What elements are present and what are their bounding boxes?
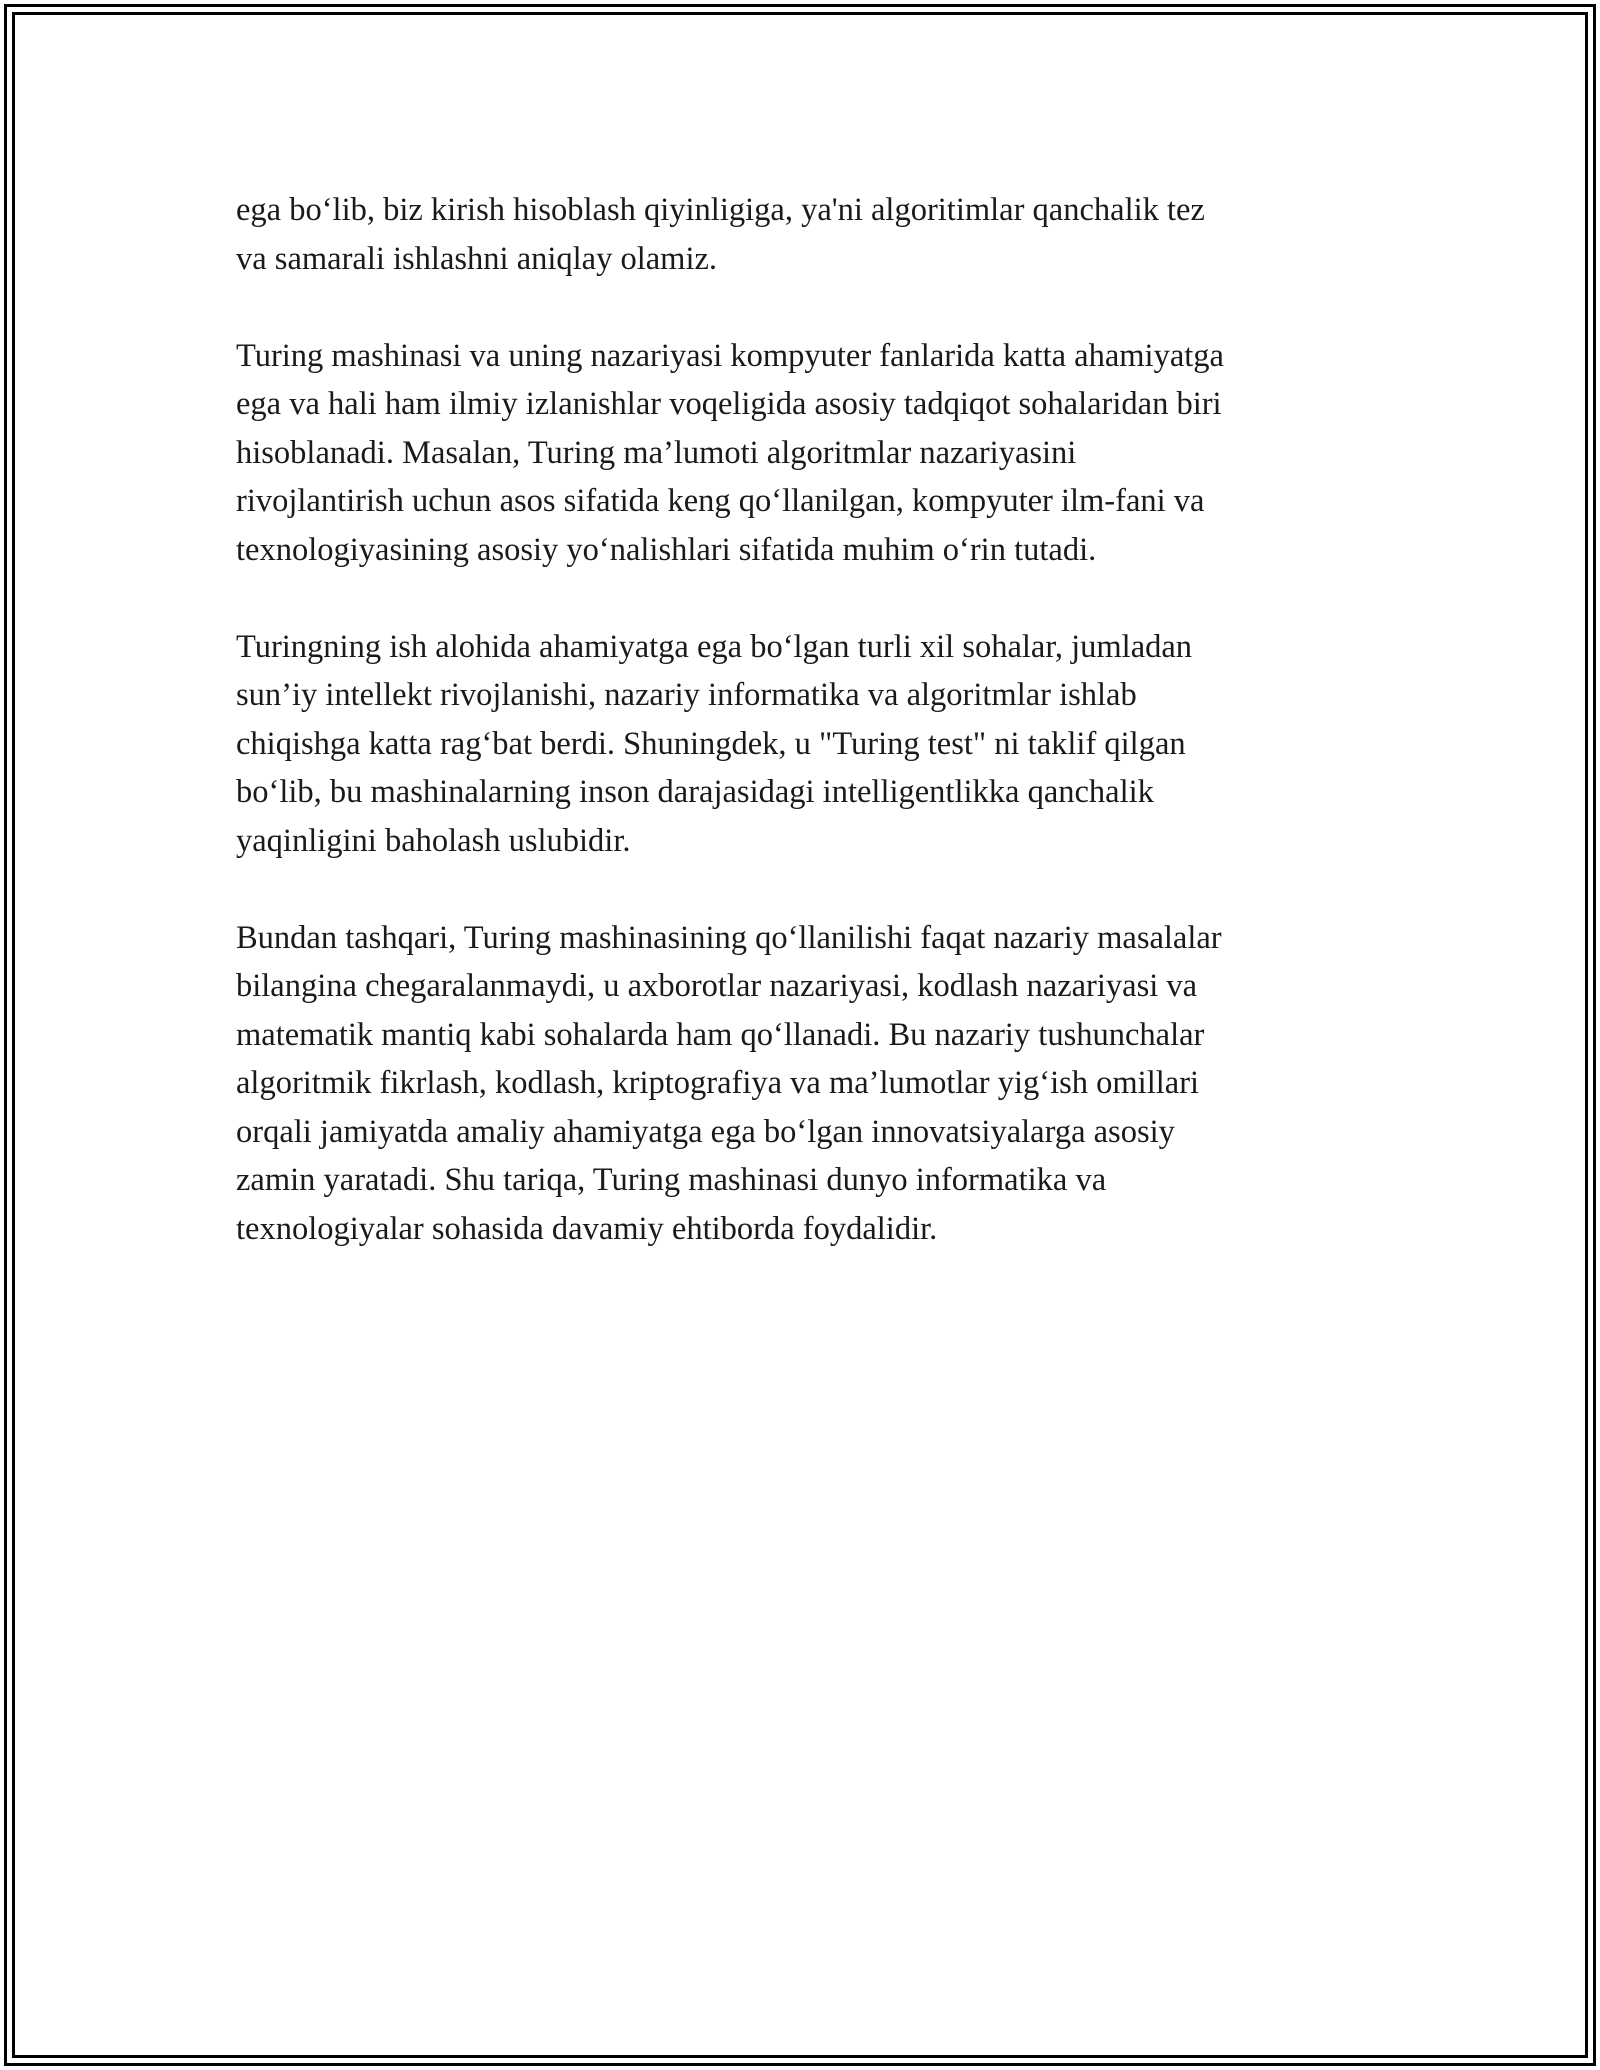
paragraph-3 xyxy=(236,623,1366,866)
paragraph-1 xyxy=(236,186,1366,283)
text-line: ega va hali ham ilmiy izlanishlar voqeligida asosiy tadqiqot sohalaridan biri xyxy=(236,386,1222,422)
text-line: texnologiyasining asosiy yo‘nalishlari sifatida muhim o‘rin tutadi. xyxy=(236,531,1097,568)
text-line: Bundan tashqari, Turing mashinasining qo‘llanilishi faqat nazariy masalalar xyxy=(236,919,1222,956)
text-line: algoritmik fikrlash, kodlash, kriptografiya va ma’lumotlar yig‘ish omillari xyxy=(236,1065,1200,1101)
text-line: chiqishga katta rag‘bat berdi. Shuningdek, u "Turing test" ni taklif qilgan xyxy=(236,725,1186,762)
text-line: Turingning ish alohida ahamiyatga ega bo‘lgan turli xil sohalar, jumladan xyxy=(236,628,1193,665)
text-line: ega bo‘lib, biz kirish hisoblash qiyinligiga, ya'ni algoritimlar qanchalik tez xyxy=(236,192,1205,228)
text-line: zamin yaratadi. Shu tariqa, Turing mashinasi dunyo informatika va xyxy=(236,1162,1107,1198)
document-body xyxy=(236,186,1366,1302)
text-line: yaqinligini baholash uslubidir. xyxy=(236,822,631,859)
text-line: orqali jamiyatda amaliy ahamiyatga ega bo‘lgan innovatsiyalarga asosiy xyxy=(236,1113,1175,1150)
paragraph-4 xyxy=(236,914,1366,1254)
text-line: Turing mashinasi va uning nazariyasi kompyuter fanlarida katta ahamiyatga xyxy=(236,337,1224,374)
paragraph-2 xyxy=(236,332,1366,575)
text-line: texnologiyalar sohasida davamiy ehtiborda foydalidir. xyxy=(236,1210,938,1247)
text-line: sun’iy intellekt rivojlanishi, nazariy informatika va algoritmlar ishlab xyxy=(236,677,1137,713)
text-line: hisoblanadi. Masalan, Turing ma’lumoti algoritmlar nazariyasini xyxy=(236,434,1077,471)
text-line: bilangina chegaralanmaydi, u axborotlar nazariyasi, kodlash nazariyasi va xyxy=(236,968,1198,1004)
text-line: matematik mantiq kabi sohalarda ham qo‘llanadi. Bu nazariy tushunchalar xyxy=(236,1016,1205,1053)
text-line: rivojlantirish uchun asos sifatida keng qo‘llanilgan, kompyuter ilm-fani va xyxy=(236,483,1205,519)
text-line: bo‘lib, bu mashinalarning inson darajasidagi intelligentlikka qanchalik xyxy=(236,774,1154,810)
text-line: va samarali ishlashni aniqlay olamiz. xyxy=(236,240,718,277)
